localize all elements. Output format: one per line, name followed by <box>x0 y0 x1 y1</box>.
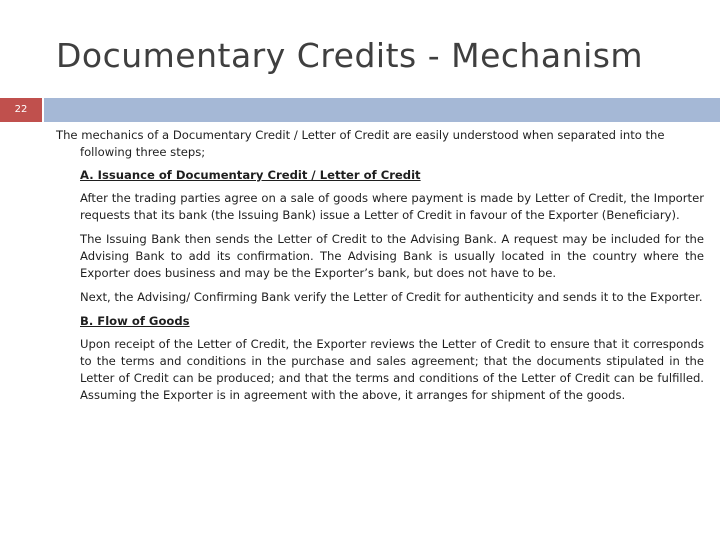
section-a-heading: A. Issuance of Documentary Credit / Letter of Credit <box>80 168 421 182</box>
content-body <box>56 127 704 411</box>
page-number: 22 <box>0 98 42 122</box>
section-a-paragraph: Next, the Advising/ Confirming Bank verify the Letter of Credit for authenticity and sends it to the Exporter. <box>80 290 703 304</box>
intro-paragraph: The mechanics of a Documentary Credit / Letter of Credit are easily understood when separated into the following three steps; <box>56 128 665 159</box>
header-bar <box>44 98 720 122</box>
section-a-paragraph: After the trading parties agree on a sale of goods where payment is made by Letter of Credit, the Importer requests that its bank (the Issuing Bank) issue a Letter of Credit in favour of the Exporter (Beneficiary). <box>80 191 704 222</box>
section-b-heading: B. Flow of Goods <box>80 314 190 328</box>
section-b-paragraph: Upon receipt of the Letter of Credit, the Exporter reviews the Letter of Credit to ensure that it corresponds to the terms and conditions in the purchase and sales agreement; that the documents stipulated in the Letter of Credit can be produced; and that the terms and conditions of the Letter of Credit can be fulfilled. Assuming the Exporter is in agreement with the above, it arranges for shipment of the goods. <box>80 337 704 402</box>
page-title: Documentary Credits - Mechanism <box>56 36 644 75</box>
section-a-paragraph: The Issuing Bank then sends the Letter of Credit to the Advising Bank. A request may be included for the Advising Bank to add its confirmation. The Advising Bank is usually located in the country where the Exporter does business and may be the Exporter’s bank, but does not have to be. <box>80 232 704 280</box>
